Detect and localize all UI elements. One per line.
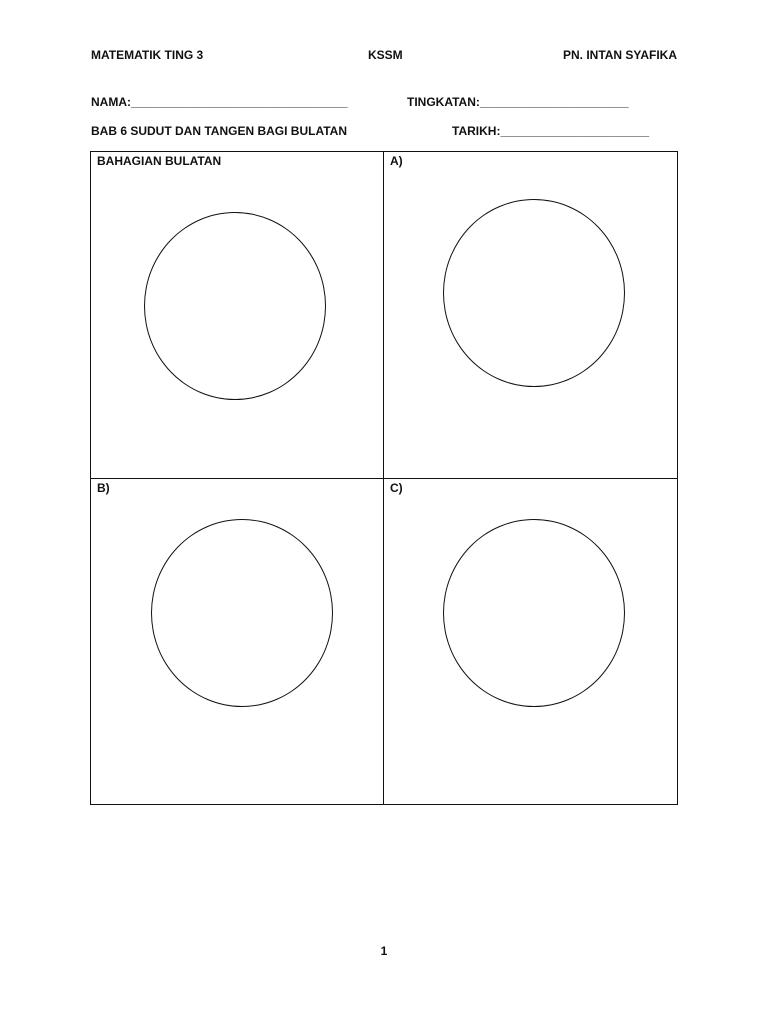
circle-drawing <box>443 199 625 387</box>
tarikh-blank-line: ________________________ <box>500 124 649 138</box>
curriculum-label: KSSM <box>368 48 403 62</box>
circle-drawing <box>144 212 326 400</box>
cell-label: B) <box>97 481 110 495</box>
circle-drawing <box>151 519 333 707</box>
tingkatan-field <box>407 95 628 109</box>
subject-title: MATEMATIK TING 3 <box>91 48 204 62</box>
cell-label: C) <box>390 481 403 495</box>
nama-field <box>91 95 347 109</box>
page-number: 1 <box>380 944 388 958</box>
worksheet-grid <box>90 151 678 805</box>
cell-bahagian-bulatan <box>91 152 384 479</box>
cell-c <box>384 479 677 804</box>
circle-drawing <box>443 519 625 707</box>
tingkatan-blank-line: ________________________ <box>479 95 629 109</box>
chapter-title: BAB 6 SUDUT DAN TANGEN BAGI BULATAN <box>91 124 347 138</box>
teacher-name: PN. INTAN SYAFIKA <box>562 48 677 62</box>
tingkatan-label: TINGKATAN: <box>407 95 480 109</box>
cell-label: A) <box>390 154 403 168</box>
nama-blank-line: ___________________________________ <box>131 95 348 109</box>
nama-label: NAMA: <box>91 95 131 109</box>
cell-label: BAHAGIAN BULATAN <box>97 154 222 168</box>
cell-a <box>384 152 677 479</box>
cell-b <box>91 479 384 804</box>
tarikh-field <box>452 124 649 138</box>
tarikh-label: TARIKH: <box>452 124 501 138</box>
